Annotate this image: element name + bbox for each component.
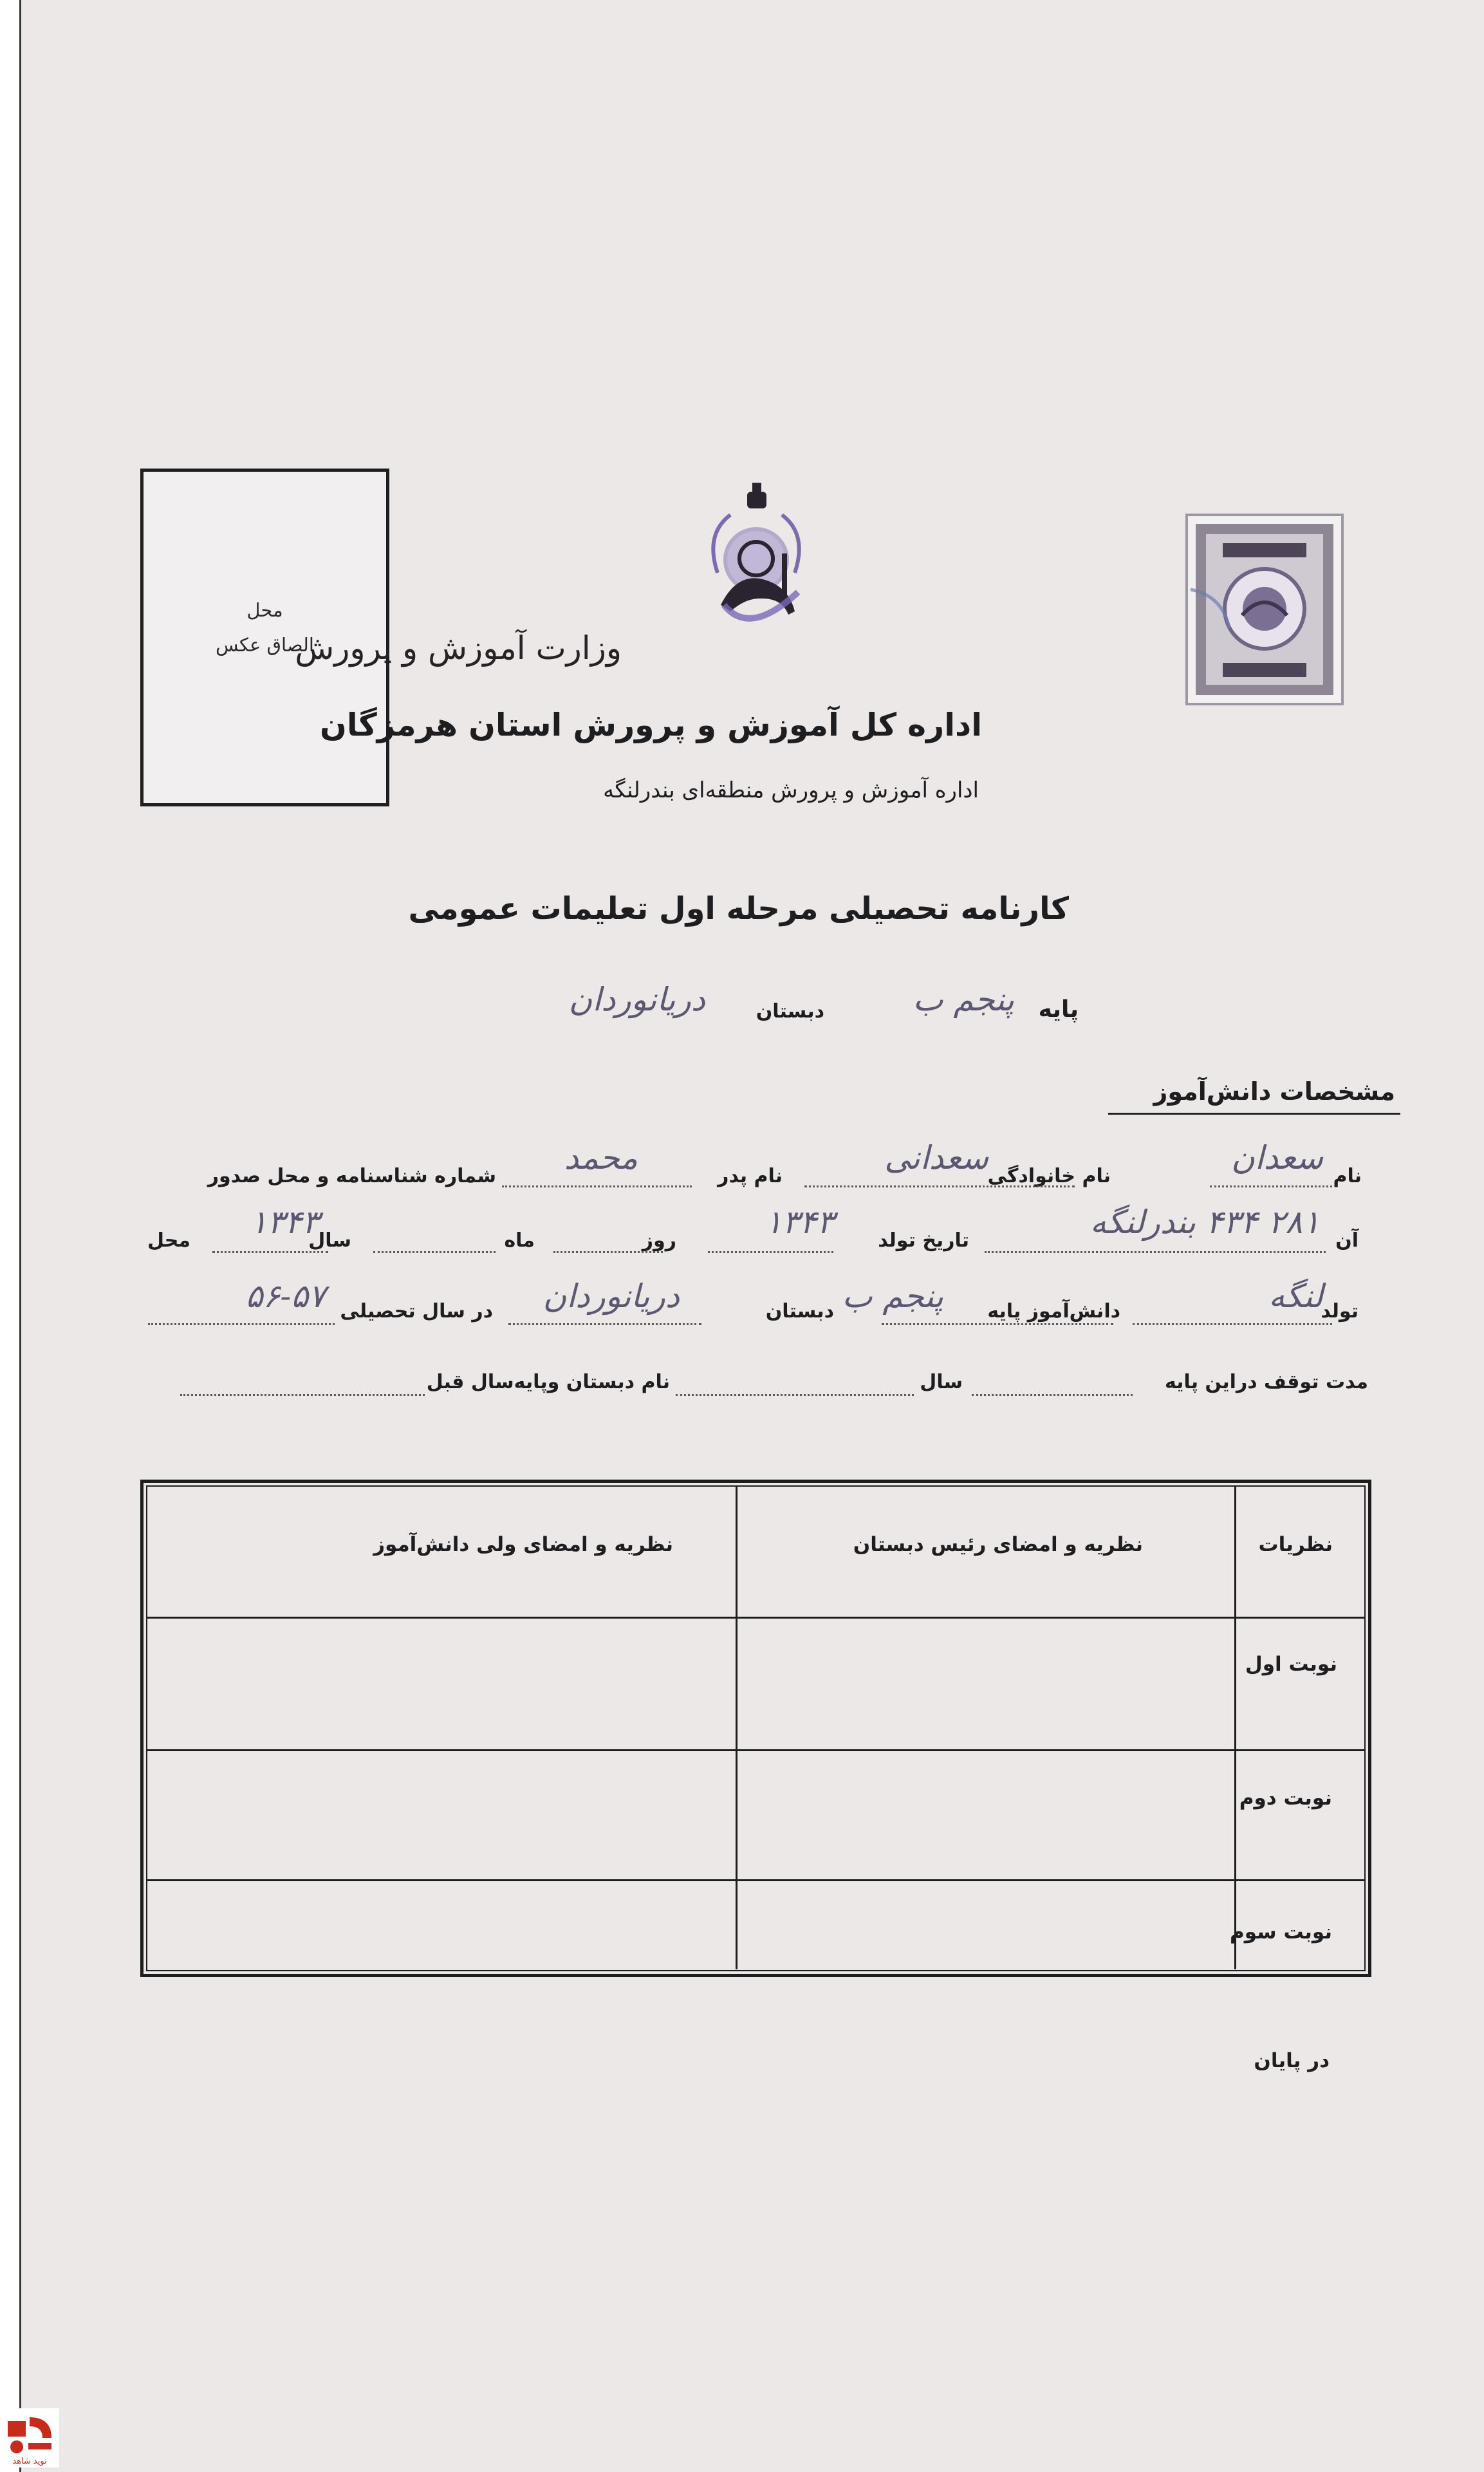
family-value: سعدانی xyxy=(884,1139,988,1176)
birth-day-value: ۱۳۴۳ xyxy=(765,1203,834,1241)
grade-student-label: دانش‌آموز پایه xyxy=(987,1300,1120,1323)
row-label-third-term: نوبت سوم xyxy=(1230,1920,1332,1944)
photo-box-label-1: محل xyxy=(246,599,283,621)
academic-year-dots xyxy=(148,1323,335,1325)
ministry-heading: وزارت آموزش و پرورش xyxy=(295,629,622,667)
lion-and-sun-icon xyxy=(685,476,827,644)
month-label: ماه xyxy=(504,1229,535,1252)
grade-student-value: پنجم ب xyxy=(842,1278,943,1315)
stay-year-label: سال xyxy=(920,1371,963,1393)
school-label: دبستان xyxy=(756,1000,824,1023)
document-title: کارنامه تحصیلی مرحله اول تعلیمات عمومی xyxy=(408,891,1069,927)
table-divider-1 xyxy=(736,1487,737,1969)
row-label-final: در پایان xyxy=(1254,2049,1330,2072)
revenue-stamp-icon xyxy=(1184,512,1345,707)
stay-dots xyxy=(972,1394,1133,1396)
school-label-2: دبستان xyxy=(765,1300,834,1323)
regional-office-heading: اداره آموزش و پرورش منطقه‌ای بندرلنگه xyxy=(603,777,979,803)
header-opinions: نظریات xyxy=(1258,1533,1333,1556)
grade-value: پنجم ب xyxy=(913,981,1014,1018)
family-dots xyxy=(804,1185,1075,1187)
svg-text:نوید شاهد: نوید شاهد xyxy=(12,2457,47,2466)
table-row-line xyxy=(147,1617,1365,1619)
place-label: محل xyxy=(147,1229,190,1252)
grade-student-dots xyxy=(882,1323,1113,1325)
row-label-second-term: نوبت دوم xyxy=(1239,1787,1332,1810)
birthplace-value: لنگه xyxy=(1268,1278,1323,1315)
year-dots xyxy=(373,1251,496,1253)
previous-school-label: نام دبستان وپایه‌سال قبل xyxy=(426,1371,670,1393)
day-label: روز xyxy=(642,1229,676,1252)
header-principal-opinion: نظریه و امضای رئیس دبستان xyxy=(853,1533,1143,1556)
academic-year-label: در سال تحصیلی xyxy=(340,1300,493,1323)
birth-day-dots xyxy=(708,1251,833,1253)
birthplace-dots xyxy=(1133,1323,1332,1325)
school-dots xyxy=(508,1323,701,1325)
general-office-heading: اداره کل آموزش و پرورش استان هرمزگان xyxy=(320,707,982,743)
grade-label: پایه xyxy=(1038,996,1079,1023)
table-row-line xyxy=(147,1749,1365,1751)
stay-duration-label: مدت توقف دراین پایه xyxy=(1164,1371,1368,1393)
header-guardian-opinion: نظریه و امضای ولی دانش‌آموز xyxy=(373,1533,673,1556)
month-dots xyxy=(553,1251,663,1253)
id-value: ۲۸۱ ۴۳۴ بندرلنگه xyxy=(1090,1203,1320,1241)
name-label: نام xyxy=(1333,1165,1362,1187)
id-label: شماره شناسنامه و محل صدور xyxy=(207,1165,496,1187)
father-dots xyxy=(502,1185,692,1187)
opinions-table xyxy=(140,1480,1371,1977)
birth-date-label: تاریخ تولد xyxy=(878,1229,969,1252)
table-row-line xyxy=(147,1879,1365,1881)
id-continuation-label: آن xyxy=(1335,1229,1359,1252)
birth-year-dots xyxy=(212,1251,328,1253)
name-dots xyxy=(1210,1185,1332,1187)
school-value-2: دریانوردان xyxy=(543,1278,680,1315)
father-value: محمد xyxy=(564,1139,638,1176)
table-divider-2 xyxy=(1234,1487,1236,1969)
school-value: دریانوردان xyxy=(568,981,705,1018)
row-label-first-term: نوبت اول xyxy=(1245,1653,1337,1676)
id-dots xyxy=(985,1251,1326,1253)
student-details-title: مشخصات دانش‌آموز xyxy=(1153,1077,1395,1106)
birthplace-label: تولد xyxy=(1321,1300,1359,1323)
academic-year-value: ۵۶-۵۷ xyxy=(245,1278,326,1315)
year-label: سال xyxy=(308,1229,351,1252)
navid-shahed-logo-icon xyxy=(0,2408,59,2467)
photo-box-label-2: الصاق عکس xyxy=(216,634,314,656)
birth-year-value: ۱۳۴۳ xyxy=(250,1203,319,1241)
previous-school-dots xyxy=(180,1394,425,1396)
section-underline xyxy=(1108,1113,1400,1115)
stay-year-dots xyxy=(676,1394,914,1396)
family-label: نام خانوادگی xyxy=(987,1165,1111,1187)
father-label: نام پدر xyxy=(718,1165,783,1187)
name-value: سعدان xyxy=(1231,1139,1323,1176)
